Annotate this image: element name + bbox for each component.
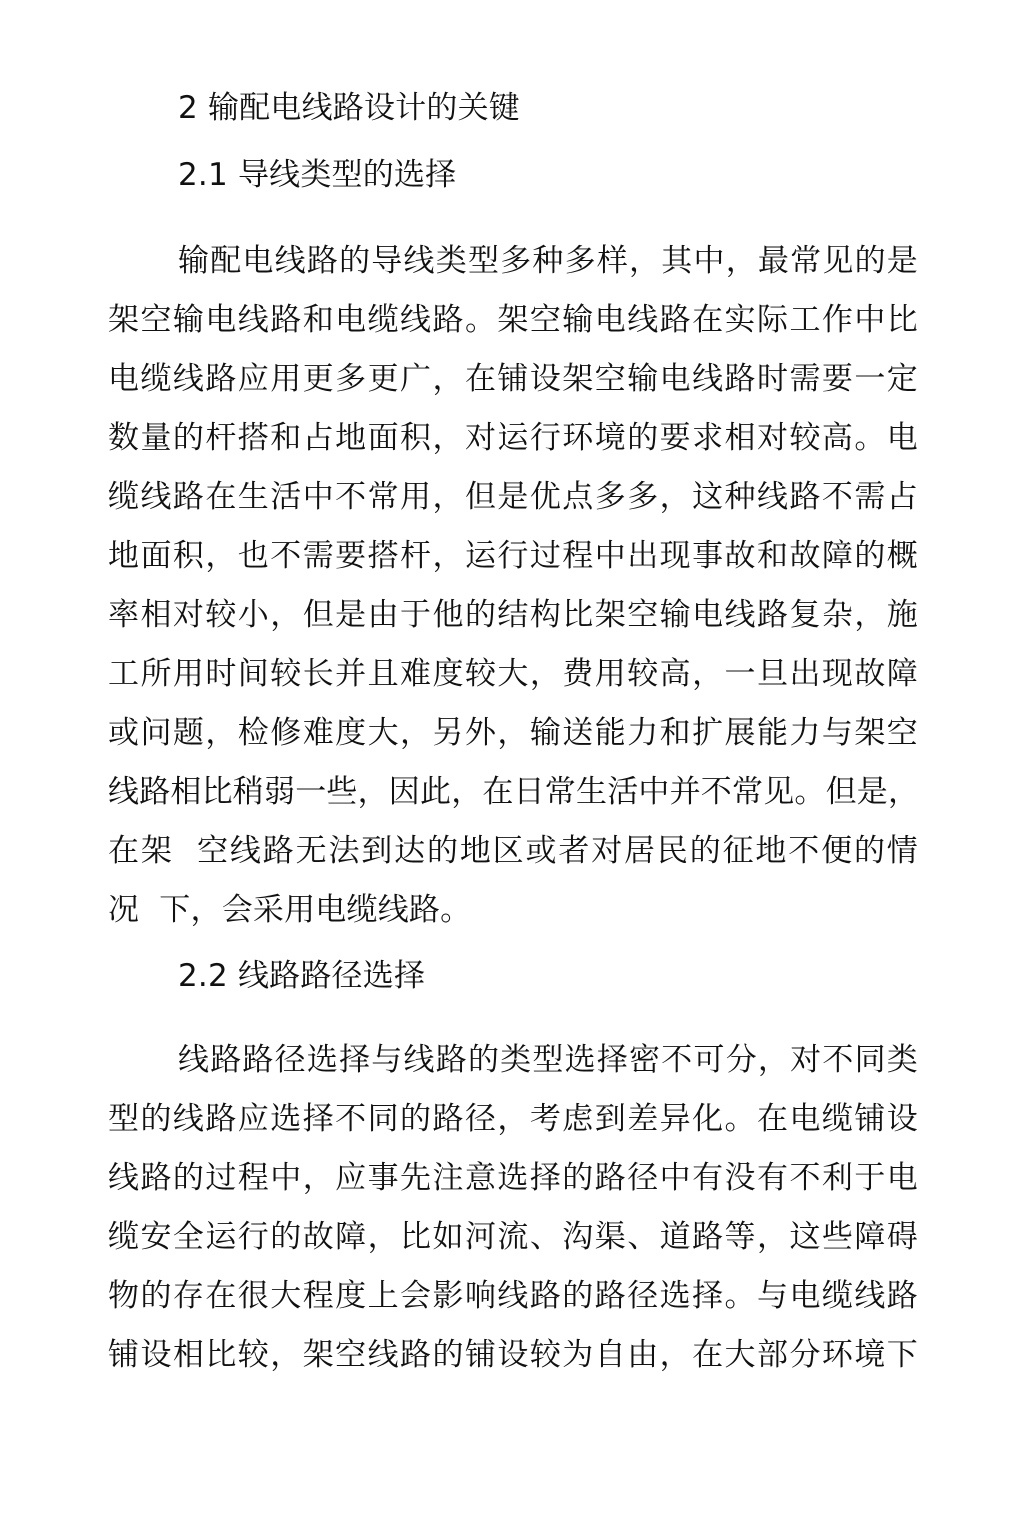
paragraph-line: 率相对较小，但是由于他的结构比架空输电线路复杂，施	[108, 597, 918, 633]
section-heading-2-1: 2.1 导线类型的选择	[178, 157, 457, 193]
paragraph-line: 铺设相比较，架空线路的铺设较为自由，在大部分环境下	[108, 1337, 918, 1373]
paragraph-line: 地面积，也不需要搭杆，运行过程中出现事故和故障的概	[108, 538, 918, 574]
paragraph-line: 线路相比稍弱一些，因此，在日常生活中并不常见。但是，	[108, 774, 920, 810]
paragraph-line: 输配电线路的导线类型多种多样，其中，最常见的是	[178, 243, 918, 279]
paragraph-line: 数量的杆搭和占地面积，对运行环境的要求相对较高。电	[108, 420, 918, 456]
paragraph-line: 型的线路应选择不同的路径，考虑到差异化。在电缆铺设	[108, 1101, 918, 1137]
paragraph-line: 缆安全运行的故障，比如河流、沟渠、道路等，这些障碍	[108, 1219, 918, 1255]
paragraph-line: 线路路径选择与线路的类型选择密不可分，对不同类	[178, 1042, 918, 1078]
paragraph-line: 工所用时间较长并且难度较大，费用较高，一旦出现故障	[108, 656, 918, 692]
paragraph-line: 物的存在很大程度上会影响线路的路径选择。与电缆线路	[108, 1278, 918, 1314]
paragraph-line: 架空输电线路和电缆线路。架空输电线路在实际工作中比	[108, 302, 918, 338]
paragraph-line: 或问题，检修难度大，另外，输送能力和扩展能力与架空	[108, 715, 918, 751]
section-heading-2: 2 输配电线路设计的关键	[178, 90, 520, 126]
paragraph-line: 况 下，会采用电缆线路。	[108, 892, 472, 928]
paragraph-line: 在架 空线路无法到达的地区或者对居民的征地不便的情	[108, 833, 918, 869]
paragraph-line: 电缆线路应用更多更广，在铺设架空输电线路时需要一定	[108, 361, 918, 397]
section-heading-2-2: 2.2 线路路径选择	[178, 958, 426, 994]
paragraph-line: 线路的过程中，应事先注意选择的路径中有没有不利于电	[108, 1160, 918, 1196]
paragraph-line: 缆线路在生活中不常用，但是优点多多，这种线路不需占	[108, 479, 918, 515]
